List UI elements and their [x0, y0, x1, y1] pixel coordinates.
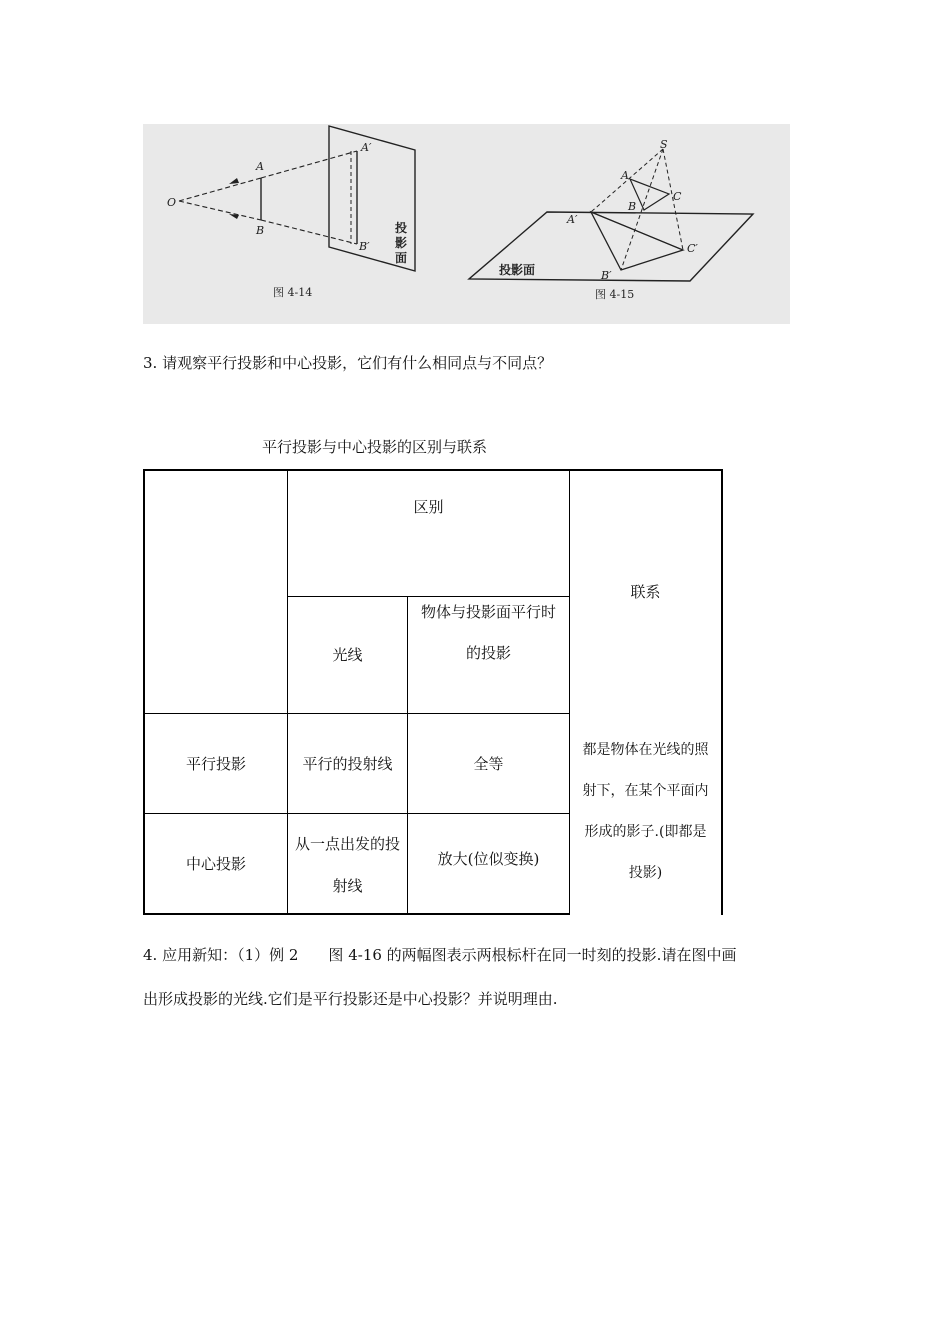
subheader-parallel-shadow: [408, 597, 569, 713]
label-B: B: [256, 224, 265, 237]
table-title: 平行投影与中心投影的区别与联系: [262, 438, 488, 456]
label-O: O: [167, 196, 177, 209]
figure-4-14: [167, 126, 415, 299]
relation-line1: 都是物体在光线的照: [582, 742, 709, 758]
question-4-line2: 出形成投影的光线.它们是平行投影还是中心投影？并说明理由.: [143, 990, 558, 1008]
relation-content: [570, 726, 721, 898]
row-parallel-light-text: 平行的投射线: [302, 754, 393, 773]
plane-label-3: 面: [395, 251, 408, 265]
row-central-name: [145, 814, 287, 913]
row-parallel-shadow: [408, 714, 569, 813]
label-A2-prime: A′: [567, 213, 578, 226]
label-A: A: [256, 160, 264, 173]
label-S: S: [660, 138, 668, 151]
subheader-parallel-line2: 的投影: [465, 644, 511, 662]
row-parallel-shadow-text: 全等: [473, 754, 504, 773]
label-C2: C: [673, 190, 682, 203]
row-central-shadow-text: 放大(位似变换): [437, 850, 540, 868]
header-relation-text: 联系: [630, 583, 661, 601]
table-border-bottom: [143, 913, 570, 915]
label-B2: B: [628, 200, 637, 213]
header-relation: [570, 471, 721, 713]
subheader-parallel-line1: 物体与投影面平行时: [420, 603, 556, 621]
header-difference-text: 区别: [413, 498, 444, 516]
label-B-prime: B′: [359, 240, 370, 253]
caption-4-15: 图 4-15: [595, 288, 635, 301]
row-central-light-line1: 从一点出发的投: [294, 834, 400, 853]
question-4-line1: 4. 应用新知：（1）例 2 图 4-16 的两幅图表示两根标杆在同一时刻的投影.请在图中画: [143, 946, 737, 964]
caption-4-14: 图 4-14: [273, 286, 313, 299]
projection-figures: [143, 124, 790, 324]
plane-label-1: 投: [395, 221, 408, 235]
question-3: 3. 请观察平行投影和中心投影，它们有什么相同点与不同点？: [143, 354, 553, 372]
label-A2: A: [621, 169, 629, 182]
table-border-right: [721, 469, 723, 915]
row-parallel-light: [288, 714, 407, 813]
relation-line3: 形成的影子.(即都是: [584, 824, 707, 840]
plane-label-2: 影: [395, 236, 408, 250]
row-parallel-name: [145, 714, 287, 813]
label-B2-prime: B′: [601, 269, 612, 282]
relation-line2: 射下，在某个平面内: [582, 783, 709, 799]
projection-diagram: [143, 124, 790, 324]
row-central-light-line2: 射线: [332, 876, 363, 895]
figure-4-15: [469, 138, 753, 301]
row-central-shadow: [408, 814, 569, 904]
row-parallel-name-text: 平行投影: [185, 754, 246, 773]
relation-line4: 投影): [628, 865, 663, 881]
row-central-name-text: 中心投影: [185, 854, 246, 873]
subheader-light: [288, 597, 407, 713]
subheader-light-text: 光线: [332, 646, 363, 664]
row-central-light: [288, 814, 407, 913]
header-difference: [288, 490, 569, 530]
label-C2-prime: C′: [687, 242, 698, 255]
plane-label-right: 投影面: [499, 263, 536, 277]
label-A-prime: A′: [361, 141, 372, 154]
